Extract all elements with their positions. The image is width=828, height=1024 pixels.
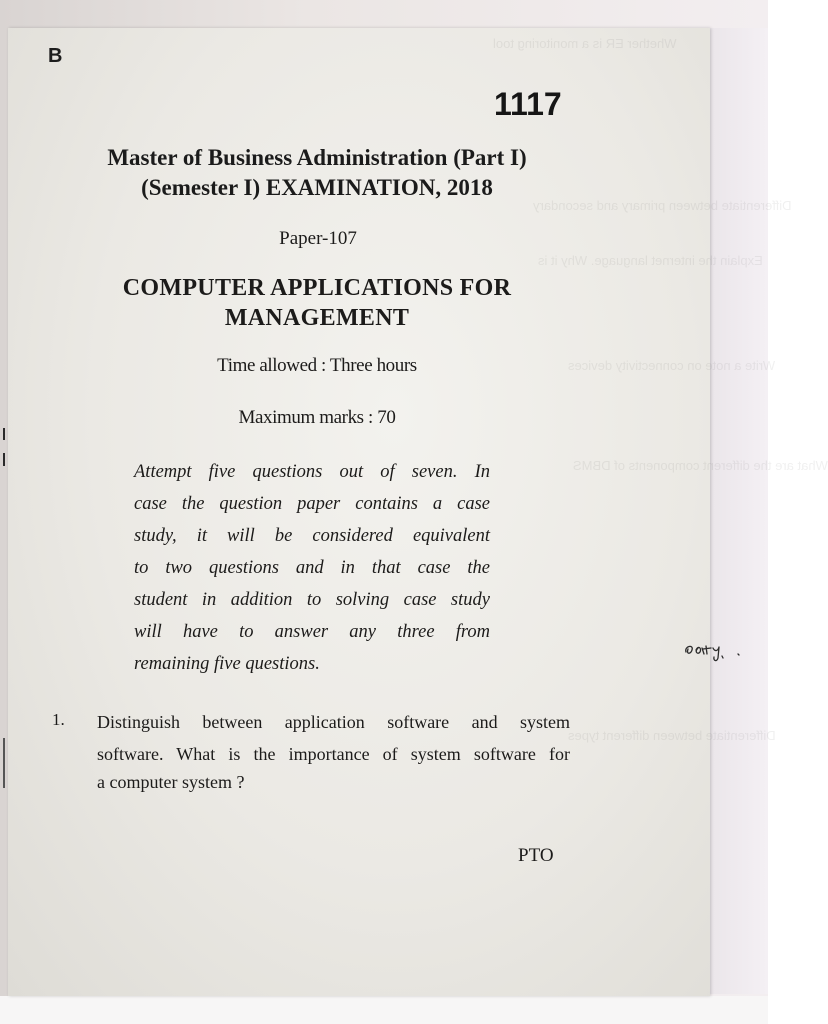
exam-title-line-2: (Semester I) EXAMINATION, 2018 (141, 175, 493, 200)
exam-title-line-1: Master of Business Administration (Part I) (107, 145, 527, 170)
handwritten-scribble (682, 636, 762, 666)
paper-code: 1117 (494, 86, 562, 122)
instruction-line: study, it will be considered equivalent (134, 526, 490, 546)
pto-label: PTO (518, 845, 554, 866)
show-through-text: Explain the internet language. Why it is (538, 253, 763, 268)
question-text-line: a computer system ? (97, 772, 245, 792)
subject-title-line-1: COMPUTER APPLICATIONS FOR (122, 275, 512, 301)
instruction-line: student in addition to solving case study (134, 590, 490, 610)
underlying-sheet (700, 28, 768, 994)
maximum-marks: Maximum marks : 70 (238, 407, 396, 428)
show-through-text: What are the different components of DBMS (573, 458, 828, 473)
time-allowed: Time allowed : Three hours (217, 355, 417, 376)
subject-title-line-2: MANAGEMENT (224, 305, 410, 331)
instruction-line: will have to answer any three from (134, 622, 490, 642)
instruction-line: to two questions and in that case the (134, 558, 490, 578)
question-text-line: software. What is the importance of system software for (97, 744, 570, 764)
question-text-line: Distinguish between application software and system (97, 712, 570, 732)
show-through-text: Differentiate between primary and secondary (533, 198, 792, 213)
paper-number: Paper-107 (279, 228, 357, 249)
margin-mark (3, 738, 5, 788)
show-through-text: Whether ER is a monitoring tool (493, 36, 677, 51)
question-number: 1. (52, 710, 65, 729)
bottom-margin (0, 996, 768, 1024)
instruction-line: case the question paper contains a case (134, 494, 490, 514)
show-through-text: Differentiate between different types (568, 728, 776, 743)
margin-mark (3, 453, 5, 466)
instruction-line: remaining five questions. (134, 654, 320, 674)
margin-mark (3, 428, 5, 440)
series-code: B (48, 45, 63, 67)
show-through-text: Write a note on connectivity devices (568, 358, 776, 373)
instruction-line: Attempt five questions out of seven. In (134, 462, 490, 482)
